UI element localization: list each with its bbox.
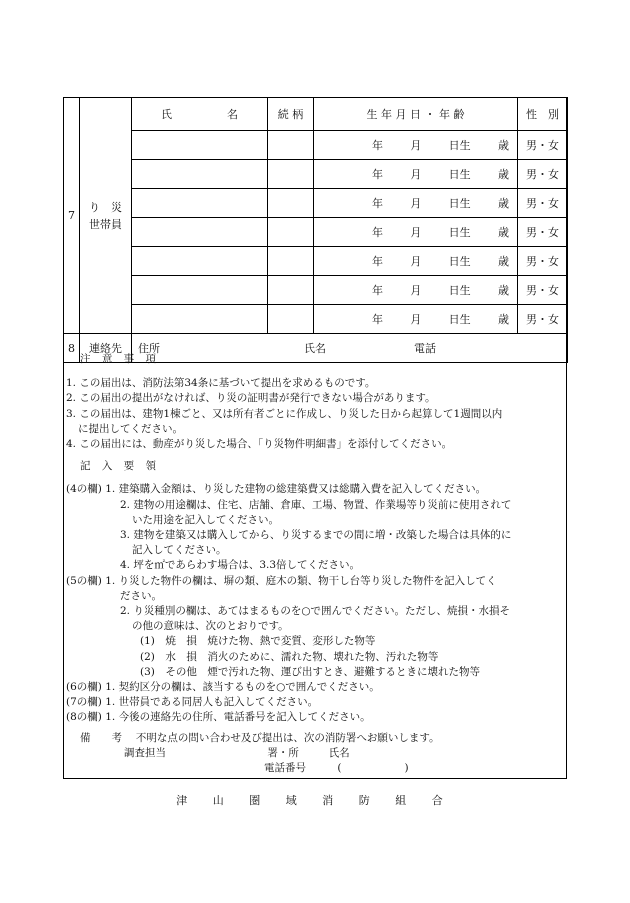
sex-cell[interactable]: 男・女 <box>518 189 568 218</box>
notes-title: 注 意 事 項 <box>80 353 161 365</box>
note-item: 2. この届出の提出がなければ、り災の証明書が発行できない場合があります。 <box>66 392 436 405</box>
instruction-line: いた用途を記入してください。 <box>132 513 279 526</box>
remarks-phone-value: ( ) <box>337 762 409 775</box>
remarks-office: 署・所 <box>267 746 299 759</box>
note-item: 1. この届出は、消防法第34条に基づいて提出を求めるものです。 <box>66 377 376 390</box>
table-row <box>64 218 568 247</box>
sex-cell[interactable]: 男・女 <box>518 276 568 305</box>
note-item: 4. この届出には、動産がり災した場合、「り災物件明細書」を添付してください。 <box>66 438 453 451</box>
sex-cell[interactable]: 男・女 <box>518 305 568 334</box>
relation-cell[interactable] <box>268 189 314 218</box>
instruction-line: (7の欄) 1. 世帯員である同居人も記入してください。 <box>66 696 319 709</box>
instruction-line: (8の欄) 1. 今後の連絡先の住所、電話番号を記入してください。 <box>66 711 371 724</box>
remarks-phone-line <box>66 761 566 776</box>
table-row <box>64 276 568 305</box>
name-cell[interactable] <box>132 247 268 276</box>
note-item: に提出してください。 <box>78 422 183 435</box>
instruction-line: 2. 建物の用途欄は、住宅、店舗、倉庫、工場、物置、作業場等り災前に使用されて <box>120 498 512 511</box>
dob-cell[interactable]: 年 月 日生 歳 <box>314 218 518 247</box>
sex-cell[interactable]: 男・女 <box>518 160 568 189</box>
sex-cell[interactable]: 男・女 <box>518 131 568 160</box>
section-7-label: り 災 世帯員 <box>80 98 132 334</box>
contact-address-label: 住所 <box>138 342 160 355</box>
table-row <box>64 160 568 189</box>
contact-name-label: 氏名 <box>304 342 326 355</box>
name-cell[interactable] <box>132 131 268 160</box>
name-cell[interactable] <box>132 218 268 247</box>
name-cell[interactable] <box>132 276 268 305</box>
instruction-line: 2. り災種別の欄は、あてはまるものを○で囲んでください。ただし、焼損・水損そ <box>120 605 511 618</box>
section-8-label: 連絡先 <box>80 334 132 363</box>
note-item: 3. この届出は、建物1棟ごと、又は所有者ごとに作成し、り災した日から起算して1週間以内 <box>66 407 503 420</box>
remarks-line <box>66 731 566 746</box>
remarks-staff: 調査担当 <box>124 746 166 759</box>
remarks-name: 氏名 <box>328 746 350 759</box>
relation-cell[interactable] <box>268 218 314 247</box>
sex-cell[interactable]: 男・女 <box>518 218 568 247</box>
instruction-line: (4の欄) 1. 建築購入金額は、り災した建物の総建築費又は総購入費を記入してください。 <box>66 483 487 496</box>
dob-cell[interactable]: 年 月 日生 歳 <box>314 276 518 305</box>
instruction-line: ださい。 <box>120 589 162 602</box>
table-row <box>64 305 568 334</box>
remarks-staff-line <box>66 746 566 761</box>
relation-cell[interactable] <box>268 131 314 160</box>
table-row <box>64 131 568 160</box>
footer-organization: 津 山 圏 域 消 防 組 合 <box>176 794 454 807</box>
header-dob: 生 年 月 日 ・ 年 齢 <box>314 98 518 131</box>
remarks-text: 不明な点の問い合わせ及び提出は、次の消防署へお願いします。 <box>135 731 440 744</box>
instruction-line: 3. 建物を建築又は購入してから、り災するまでの間に増・改築した場合は具体的に <box>120 529 512 542</box>
name-cell[interactable] <box>132 160 268 189</box>
household-table <box>63 97 568 363</box>
instruction-line: (3) その他 煙で汚れた物、運び出すとき、避難するときに壊れた物等 <box>140 665 480 678</box>
relation-cell[interactable] <box>268 160 314 189</box>
dob-cell[interactable]: 年 月 日生 歳 <box>314 305 518 334</box>
instruction-line: (5の欄) 1. り災した物件の欄は、塀の類、庭木の類、物干し台等り災した物件を記入してく <box>66 574 497 587</box>
contact-phone-label: 電話 <box>414 342 436 355</box>
relation-cell[interactable] <box>268 305 314 334</box>
table-header-row <box>64 98 568 131</box>
instruction-line: (2) 水 損 消火のために、濡れた物、壊れた物、汚れた物等 <box>140 650 439 663</box>
table-row <box>64 189 568 218</box>
dob-cell[interactable]: 年 月 日生 歳 <box>314 189 518 218</box>
instruction-line: 記入してください。 <box>132 544 227 557</box>
name-cell[interactable] <box>132 305 268 334</box>
dob-cell[interactable]: 年 月 日生 歳 <box>314 160 518 189</box>
remarks-phone-label: 電話番号 <box>264 762 306 775</box>
section-8-number: 8 <box>64 334 80 363</box>
dob-cell[interactable]: 年 月 日生 歳 <box>314 131 518 160</box>
section-7-number: 7 <box>64 98 80 334</box>
instruction-line: (1) 焼 損 焼けた物、熱で変質、変形した物等 <box>140 635 376 648</box>
instruction-line: 4. 坪を㎡であらわす場合は、3.3倍してください。 <box>120 559 361 572</box>
header-relation: 続 柄 <box>268 98 314 131</box>
header-sex: 性 別 <box>518 98 568 131</box>
notes-section <box>66 352 566 776</box>
relation-cell[interactable] <box>268 276 314 305</box>
relation-cell[interactable] <box>268 247 314 276</box>
header-name: 氏 名 <box>132 98 268 131</box>
instruction-line: の他の意味は、次のとおりです。 <box>132 620 289 633</box>
table-row <box>64 247 568 276</box>
instructions-title: 記 入 要 領 <box>80 460 161 473</box>
remarks-label: 備 考 <box>80 731 122 744</box>
sex-cell[interactable]: 男・女 <box>518 247 568 276</box>
dob-cell[interactable]: 年 月 日生 歳 <box>314 247 518 276</box>
instruction-line: (6の欄) 1. 契約区分の欄は、該当するものを○で囲んでください。 <box>66 681 380 694</box>
name-cell[interactable] <box>132 189 268 218</box>
